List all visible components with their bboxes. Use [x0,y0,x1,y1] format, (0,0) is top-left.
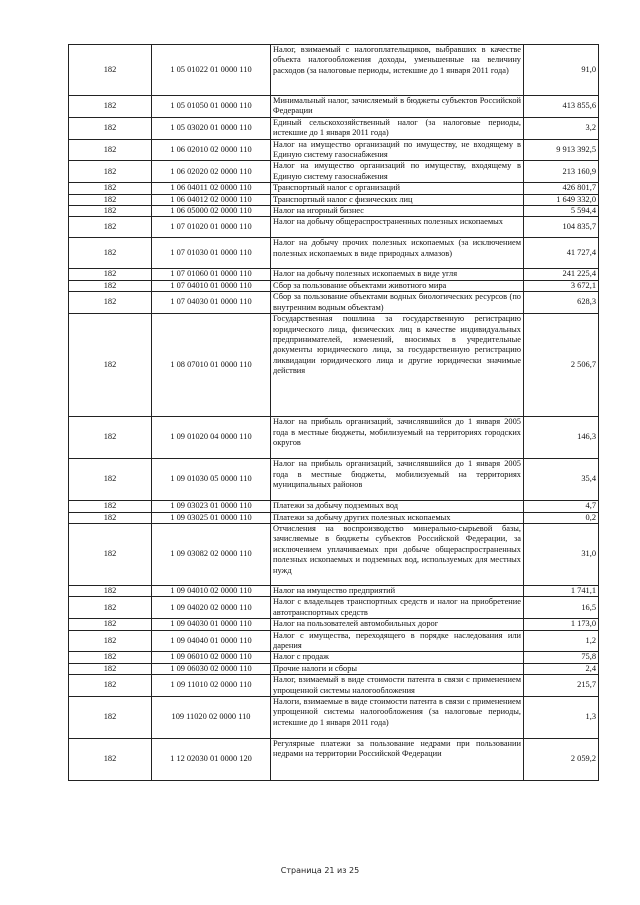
budget-code-cell: 1 09 04030 01 0000 110 [152,619,271,630]
budget-code-cell: 109 11020 02 0000 110 [152,696,271,738]
table-row [69,696,599,738]
admin-code-cell: 182 [69,585,152,596]
amount-cell: 41 727,4 [524,238,599,269]
budget-code-cell: 1 06 02010 02 0000 110 [152,139,271,161]
revenue-name-cell: Транспортный налог с физических лиц [271,194,524,205]
budget-code-cell: 1 06 02020 02 0000 110 [152,161,271,183]
budget-code-cell: 1 09 04020 02 0000 110 [152,597,271,619]
table-row [69,619,599,630]
budget-code-cell: 1 07 04030 01 0000 110 [152,292,271,314]
revenue-name-cell: Единый сельскохозяйственный налог (за налоговые периоды, истекшие до 1 января 2011 года) [271,117,524,139]
revenue-name-cell: Налог на пользователей автомобильных дорог [271,619,524,630]
amount-cell: 2,4 [524,663,599,674]
amount-cell: 426 801,7 [524,183,599,194]
amount-cell: 1 649 332,0 [524,194,599,205]
admin-code-cell: 182 [69,45,152,96]
budget-code-cell: 1 09 04010 02 0000 110 [152,585,271,596]
revenue-table-container [68,44,599,781]
revenue-name-cell: Налог на имущество организаций по имуществу, входящему в Единую систему газоснабжения [271,161,524,183]
table-row [69,139,599,161]
table-row [69,183,599,194]
revenue-name-cell: Налог, взимаемый с налогоплательщиков, выбравших в качестве объекта налогообложения доходы, уменьшенные на величину расходов (за налоговые периоды, истекшие до 1 января 2011 года) [271,45,524,96]
budget-code-cell: 1 09 03082 02 0000 110 [152,523,271,585]
revenue-name-cell: Налог с продаж [271,652,524,663]
revenue-table [68,44,599,781]
amount-cell: 31,0 [524,523,599,585]
table-row [69,280,599,291]
admin-code-cell: 182 [69,696,152,738]
amount-cell: 16,5 [524,597,599,619]
table-row [69,314,599,417]
table-row [69,459,599,501]
budget-code-cell: 1 12 02030 01 0000 120 [152,738,271,780]
amount-cell: 413 855,6 [524,96,599,118]
admin-code-cell: 182 [69,459,152,501]
budget-code-cell: 1 05 03020 01 0000 110 [152,117,271,139]
table-row [69,194,599,205]
budget-code-cell: 1 09 11010 02 0000 110 [152,675,271,697]
revenue-name-cell: Налог на добычу полезных ископаемых в виде угля [271,269,524,280]
revenue-name-cell: Сбор за пользование объектами водных биологических ресурсов (по внутренним водным объектам) [271,292,524,314]
revenue-table-body [69,45,599,781]
revenue-name-cell: Налог, взимаемый в виде стоимости патента в связи с применением упрощенной системы налогообложения [271,675,524,697]
revenue-name-cell: Налог на имущество организаций по имуществу, не входящему в Единую систему газоснабжения [271,139,524,161]
admin-code-cell: 182 [69,523,152,585]
admin-code-cell: 182 [69,512,152,523]
admin-code-cell: 182 [69,280,152,291]
table-row [69,738,599,780]
revenue-name-cell: Платежи за добычу других полезных ископаемых [271,512,524,523]
amount-cell: 213 160,9 [524,161,599,183]
table-row [69,238,599,269]
table-row [69,45,599,96]
table-row [69,675,599,697]
budget-code-cell: 1 06 05000 02 0000 110 [152,206,271,217]
budget-code-cell: 1 06 04012 02 0000 110 [152,194,271,205]
table-row [69,417,599,459]
amount-cell: 1 173,0 [524,619,599,630]
admin-code-cell: 182 [69,738,152,780]
revenue-name-cell: Налог на имущество предприятий [271,585,524,596]
revenue-name-cell: Сбор за пользование объектами животного мира [271,280,524,291]
budget-code-cell: 1 07 01060 01 0000 110 [152,269,271,280]
budget-code-cell: 1 09 01020 04 0000 110 [152,417,271,459]
revenue-name-cell: Платежи за добычу подземных вод [271,501,524,512]
admin-code-cell: 182 [69,139,152,161]
amount-cell: 241 225,4 [524,269,599,280]
table-row [69,206,599,217]
admin-code-cell: 182 [69,619,152,630]
budget-code-cell: 1 07 04010 01 0000 110 [152,280,271,291]
budget-code-cell: 1 09 01030 05 0000 110 [152,459,271,501]
budget-code-cell: 1 07 01020 01 0000 110 [152,217,271,238]
admin-code-cell: 182 [69,292,152,314]
amount-cell: 628,3 [524,292,599,314]
table-row [69,217,599,238]
admin-code-cell: 182 [69,183,152,194]
amount-cell: 0,2 [524,512,599,523]
revenue-name-cell: Налоги, взимаемые в виде стоимости патента в связи с применением упрощенной системы налогообложения (за налоговые периоды, истекшие до 1 января 2011 года) [271,696,524,738]
admin-code-cell: 182 [69,597,152,619]
admin-code-cell: 182 [69,630,152,652]
table-row [69,292,599,314]
table-row [69,597,599,619]
admin-code-cell: 182 [69,652,152,663]
amount-cell: 3,2 [524,117,599,139]
revenue-name-cell: Налог на добычу прочих полезных ископаемых (за исключением полезных ископаемых в виде природных алмазов) [271,238,524,269]
table-row [69,663,599,674]
admin-code-cell: 182 [69,238,152,269]
budget-code-cell: 1 07 01030 01 0000 110 [152,238,271,269]
revenue-name-cell: Налог с имущества, переходящего в порядке наследования или дарения [271,630,524,652]
table-row [69,523,599,585]
revenue-name-cell: Прочие налоги и сборы [271,663,524,674]
revenue-name-cell: Налог на прибыль организаций, зачислявшийся до 1 января 2005 года в местные бюджеты, мобилизуемый на территориях муниципальных районов [271,459,524,501]
budget-code-cell: 1 08 07010 01 0000 110 [152,314,271,417]
amount-cell: 215,7 [524,675,599,697]
table-row [69,501,599,512]
budget-code-cell: 1 09 03023 01 0000 110 [152,501,271,512]
table-row [69,96,599,118]
budget-code-cell: 1 05 01050 01 0000 110 [152,96,271,118]
table-row [69,512,599,523]
admin-code-cell: 182 [69,96,152,118]
table-row [69,585,599,596]
budget-code-cell: 1 05 01022 01 0000 110 [152,45,271,96]
admin-code-cell: 182 [69,269,152,280]
table-row [69,269,599,280]
amount-cell: 1,3 [524,696,599,738]
budget-code-cell: 1 09 06010 02 0000 110 [152,652,271,663]
revenue-name-cell: Налог на добычу общераспространенных полезных ископаемых [271,217,524,238]
amount-cell: 104 835,7 [524,217,599,238]
amount-cell: 9 913 392,5 [524,139,599,161]
revenue-name-cell: Минимальный налог, зачисляемый в бюджеты субъектов Российской Федерации [271,96,524,118]
admin-code-cell: 182 [69,314,152,417]
admin-code-cell: 182 [69,675,152,697]
admin-code-cell: 182 [69,161,152,183]
admin-code-cell: 182 [69,194,152,205]
amount-cell: 3 672,1 [524,280,599,291]
admin-code-cell: 182 [69,117,152,139]
revenue-name-cell: Государственная пошлина за государственную регистрацию юридического лица, физических лиц в качестве индивидуальных предпринимателей, изменений, вносимых в учредительные документы юридического лица, за государственную регистрацию ликвидации юридического лица и другие юридически значимые действия [271,314,524,417]
budget-code-cell: 1 09 03025 01 0000 110 [152,512,271,523]
revenue-name-cell: Налог на прибыль организаций, зачислявшийся до 1 января 2005 года в местные бюджеты, мобилизуемый на территориях городских округов [271,417,524,459]
amount-cell: 75,8 [524,652,599,663]
table-row [69,161,599,183]
revenue-name-cell: Отчисления на воспроизводство минерально-сырьевой базы, зачисляемые в бюджеты субъектов Российской Федерации, за исключением уплачиваемых при добыче общераспространенных полезных ископаемых и подземных вод, используемых для местных нужд [271,523,524,585]
table-row [69,630,599,652]
admin-code-cell: 182 [69,206,152,217]
amount-cell: 1,2 [524,630,599,652]
table-row [69,117,599,139]
revenue-name-cell: Налог с владельцев транспортных средств и налог на приобретение автотранспортных средств [271,597,524,619]
admin-code-cell: 182 [69,217,152,238]
amount-cell: 35,4 [524,459,599,501]
budget-code-cell: 1 06 04011 02 0000 110 [152,183,271,194]
table-row [69,652,599,663]
amount-cell: 4,7 [524,501,599,512]
page-number: Страница 21 из 25 [280,866,360,875]
amount-cell: 2 506,7 [524,314,599,417]
revenue-name-cell: Транспортный налог с организаций [271,183,524,194]
budget-code-cell: 1 09 04040 01 0000 110 [152,630,271,652]
admin-code-cell: 182 [69,501,152,512]
amount-cell: 5 594,4 [524,206,599,217]
budget-code-cell: 1 09 06030 02 0000 110 [152,663,271,674]
revenue-name-cell: Налог на игорный бизнес [271,206,524,217]
revenue-name-cell: Регулярные платежи за пользование недрами при пользовании недрами на территории Российской Федерации [271,738,524,780]
admin-code-cell: 182 [69,663,152,674]
amount-cell: 91,0 [524,45,599,96]
admin-code-cell: 182 [69,417,152,459]
amount-cell: 2 059,2 [524,738,599,780]
amount-cell: 146,3 [524,417,599,459]
amount-cell: 1 741,1 [524,585,599,596]
